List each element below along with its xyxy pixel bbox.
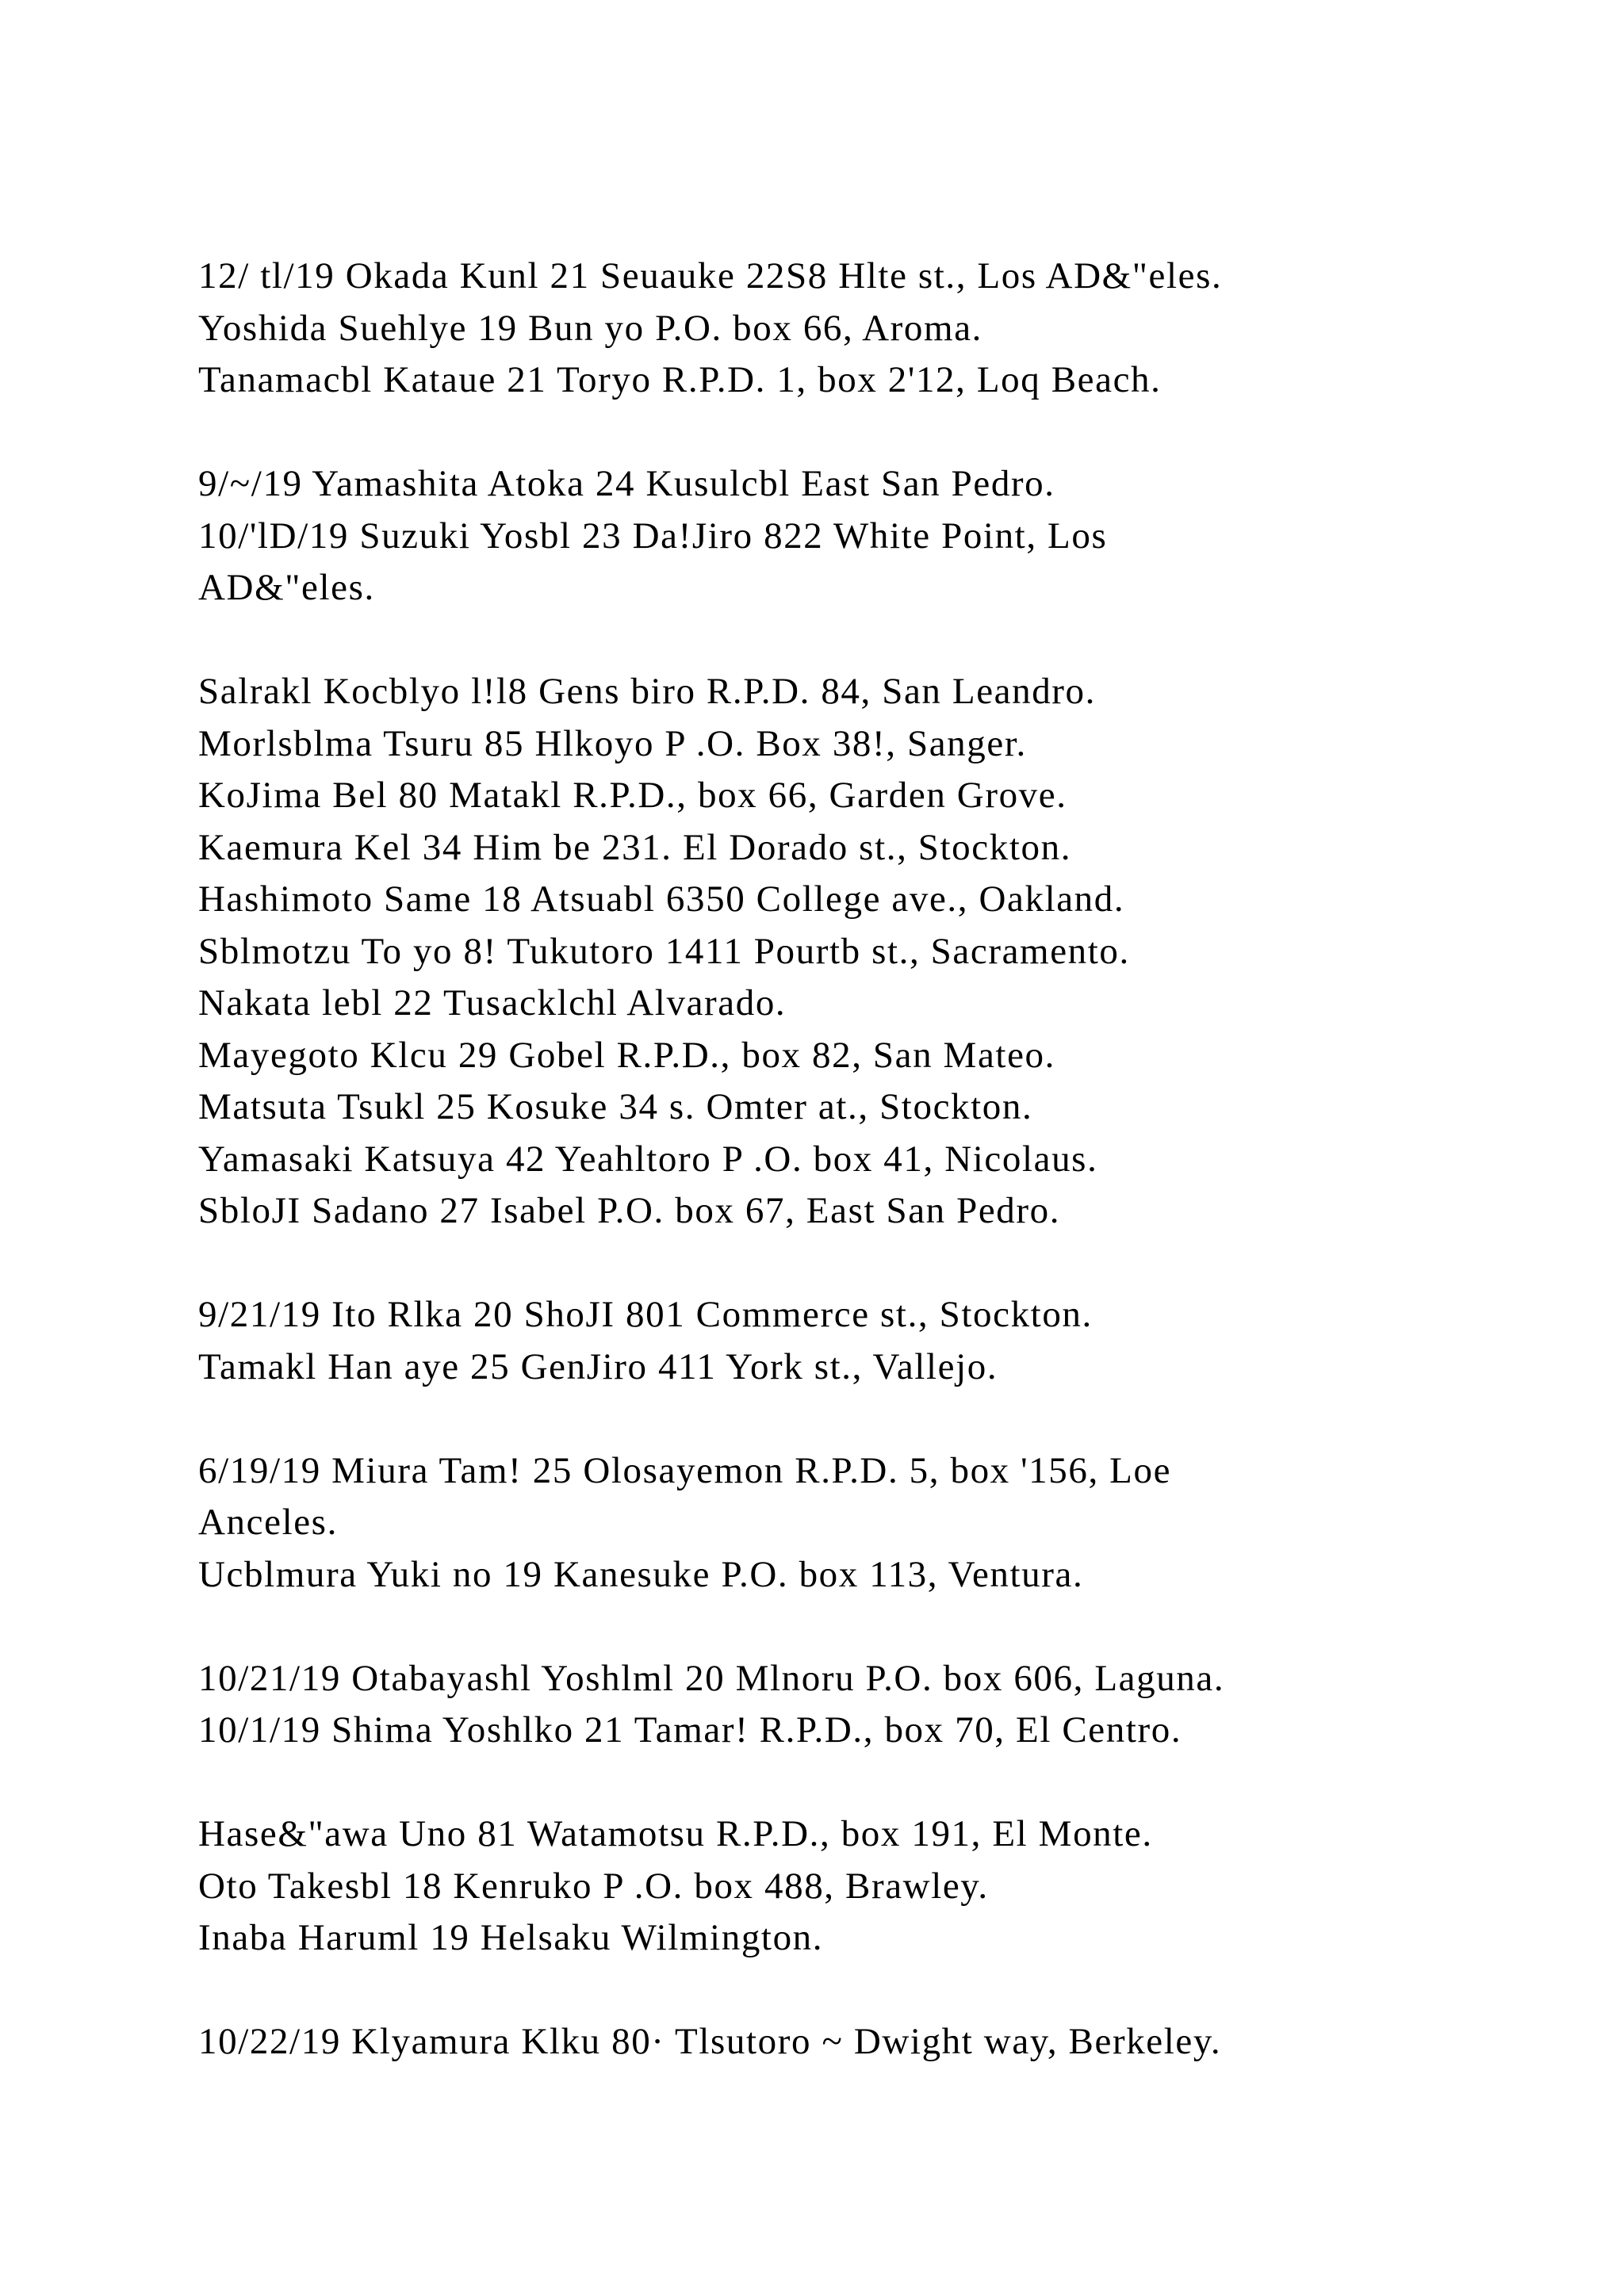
record-line: SbloJI Sadano 27 Isabel P.O. box 67, East San Pedro. [198, 1190, 1061, 1231]
record-line: 10/22/19 Klyamura Klku 80· Tlsutoro ~ Dwight way, Berkeley. [198, 2021, 1222, 2062]
record-line: KoJima Bel 80 Matakl R.P.D., box 66, Garden Grove. [198, 775, 1067, 816]
record-group [198, 1289, 1562, 1393]
record-line: Nakata lebl 22 Tusacklchl Alvarado. [198, 982, 787, 1024]
record-line: Ucblmura Yuki no 19 Kanesuke P.O. box 113, Ventura. [198, 1553, 1084, 1595]
record-line: Yamasaki Katsuya 42 Yeahltoro P .O. box 41, Nicolaus. [198, 1138, 1098, 1180]
record-group [198, 251, 1562, 407]
record-line: Anceles. [198, 1502, 338, 1543]
record-line: 9/21/19 Ito Rlka 20 ShoJI 801 Commerce st., Stockton. [198, 1294, 1093, 1335]
record-line: AD&"eles. [198, 567, 375, 608]
record-line: Kaemura Kel 34 Him be 231. El Dorado st., Stockton. [198, 826, 1072, 868]
record-line: Hashimoto Same 18 Atsuabl 6350 College ave., Oakland. [198, 878, 1125, 920]
record-line: 9/~/19 Yamashita Atoka 24 Kusulcbl East San Pedro. [198, 463, 1055, 504]
record-group [198, 458, 1562, 614]
record-line: Inaba Haruml 19 Helsaku Wilmington. [198, 1917, 824, 1958]
record-line: Morlsblma Tsuru 85 Hlkoyo P .O. Box 38!, Sanger. [198, 722, 1027, 764]
record-line: Tanamacbl Kataue 21 Toryo R.P.D. 1, box 2'12, Loq Beach. [198, 359, 1162, 400]
record-line: 10/21/19 Otabayashl Yoshlml 20 Mlnoru P.O. box 606, Laguna. [198, 1657, 1225, 1699]
record-list [198, 251, 1562, 2068]
record-line: 12/ tl/19 Okada Kunl 21 Seuauke 22S8 Hlte st., Los AD&"eles. [198, 255, 1223, 297]
record-group [198, 1445, 1562, 1601]
record-group [198, 666, 1562, 1238]
record-line: Hase&"awa Uno 81 Watamotsu R.P.D., box 191, El Monte. [198, 1813, 1153, 1854]
record-line: Matsuta Tsukl 25 Kosuke 34 s. Omter at., Stockton. [198, 1086, 1033, 1127]
record-line: Mayegoto Klcu 29 Gobel R.P.D., box 82, San Mateo. [198, 1034, 1055, 1076]
record-group [198, 2016, 1562, 2068]
record-line: Tamakl Han aye 25 GenJiro 411 York st., Vallejo. [198, 1345, 998, 1387]
record-line: 6/19/19 Miura Tam! 25 Olosayemon R.P.D. 5, box '156, Loe [198, 1449, 1172, 1491]
record-line: 10/1/19 Shima Yoshlko 21 Tamar! R.P.D., box 70, El Centro. [198, 1709, 1182, 1751]
record-group [198, 1653, 1562, 1757]
record-line: Oto Takesbl 18 Kenruko P .O. box 488, Brawley. [198, 1865, 989, 1907]
record-line: 10/'lD/19 Suzuki Yosbl 23 Da!Jiro 822 White Point, Los [198, 515, 1108, 557]
record-line: Sblmotzu To yo 8! Tukutoro 1411 Pourtb st., Sacramento. [198, 930, 1130, 972]
record-group [198, 1808, 1562, 1965]
record-line: Yoshida Suehlye 19 Bun yo P.O. box 66, Aroma. [198, 307, 983, 349]
record-line: Salrakl Kocblyo l!l8 Gens biro R.P.D. 84, San Leandro. [198, 671, 1097, 712]
